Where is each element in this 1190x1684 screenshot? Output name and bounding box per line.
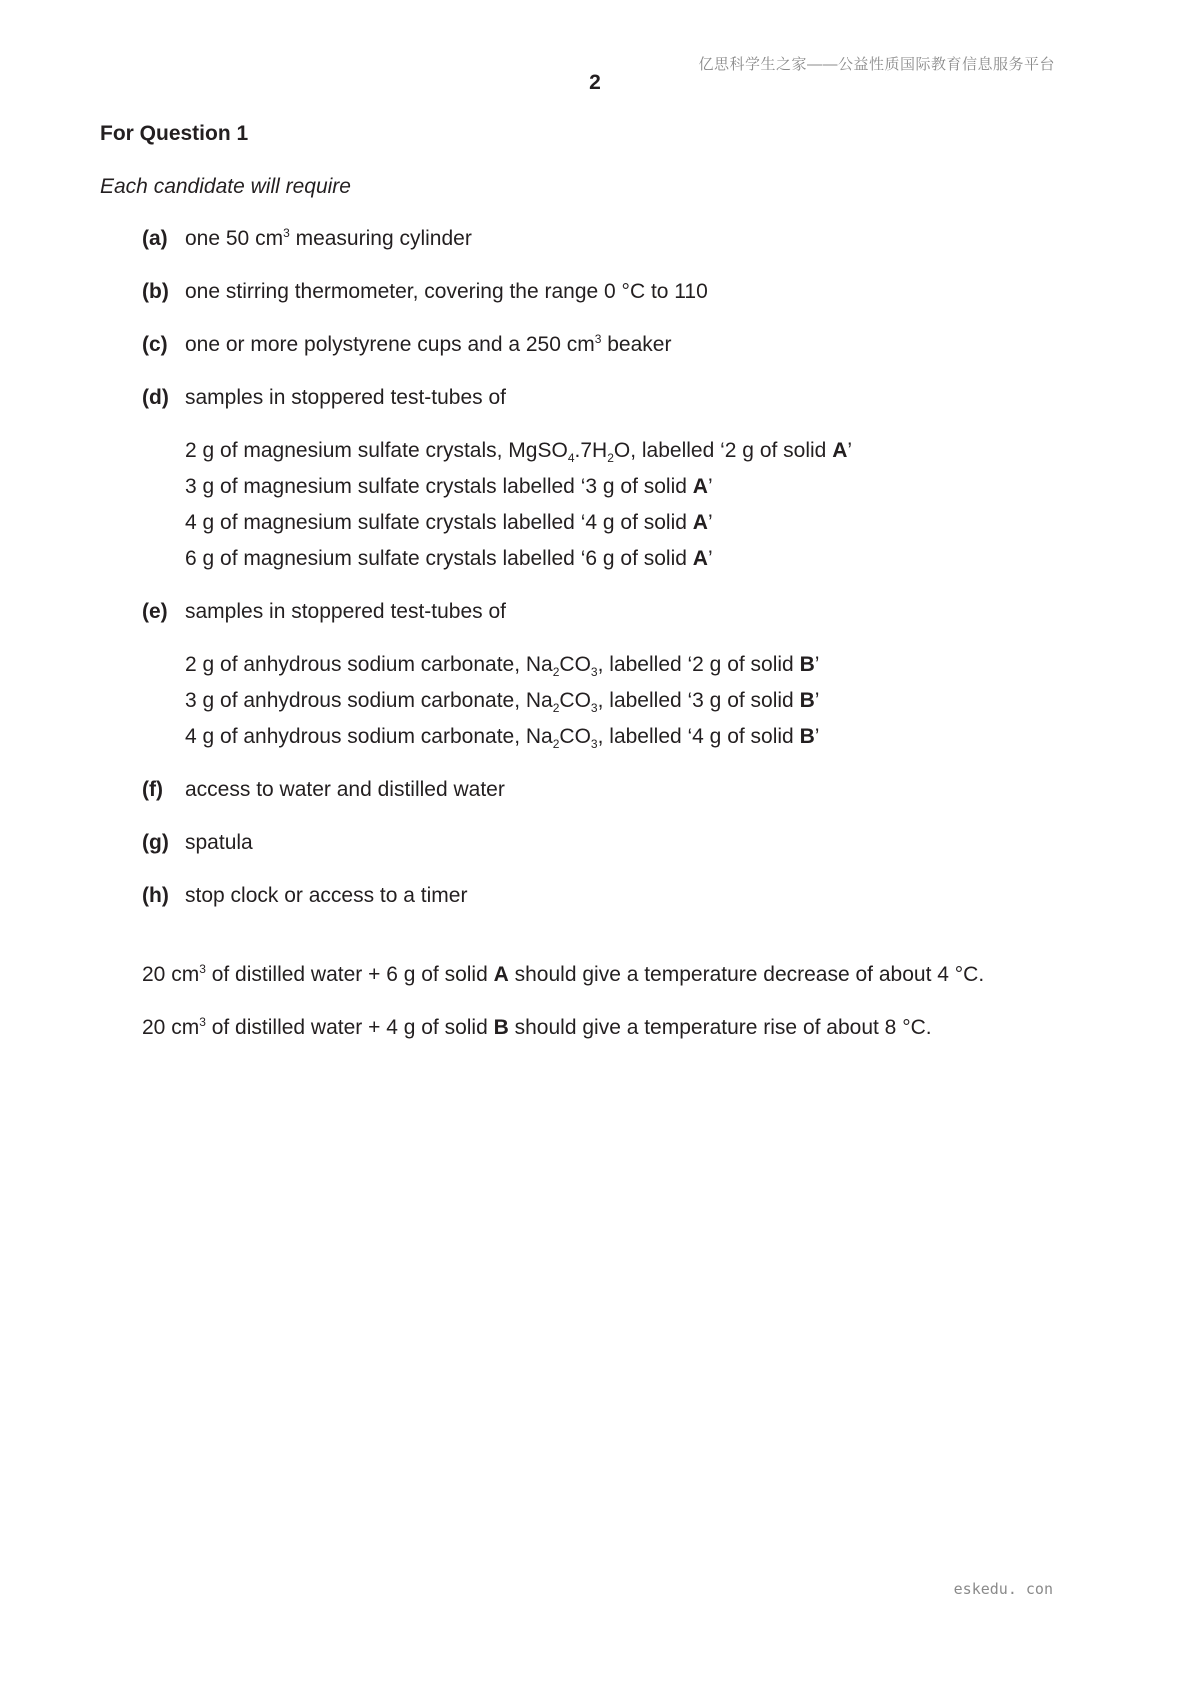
list-item-a: (a) one 50 $cm^3$ measuring cylinder [142, 226, 472, 250]
item-label: (b) [142, 280, 169, 303]
item-label: (h) [142, 884, 169, 907]
note-solid-a-temperature: 20 $cm^3$ of distilled water + 6 g of solid A should give a temperature decrease of about 4 °C. [142, 962, 985, 986]
page-number: 2 [589, 71, 601, 94]
solid-b-sample-2g: 2 g of anhydrous sodium carbonate, $Na_2CO_3$, labelled ‘2 g of solid B’ [185, 653, 820, 679]
list-item-g [142, 831, 253, 855]
item-label: (a) [142, 227, 168, 250]
list-item-e [142, 600, 506, 624]
solid-a-sample-4g: 4 g of magnesium sulfate crystals labelled ‘4 g of solid A’ [185, 511, 713, 534]
item-text: samples in stoppered test-tubes of [185, 386, 507, 409]
list-item-h [142, 884, 467, 908]
item-label: (g) [142, 831, 169, 854]
list-item-d [142, 386, 506, 410]
question-heading: For Question 1 [100, 122, 249, 145]
solid-b-sample-4g: 4 g of anhydrous sodium carbonate, $Na_2CO_3$, labelled ‘4 g of solid B’ [185, 725, 820, 751]
item-label: (c) [142, 333, 168, 356]
solid-a-sample-6g: 6 g of magnesium sulfate crystals labelled ‘6 g of solid A’ [185, 547, 713, 570]
solid-a-sample-2g: 2 g of magnesium sulfate crystals, $MgSO_4.7H_2O$, labelled ‘2 g of solid A’ [185, 439, 853, 465]
item-label: (f) [142, 778, 163, 801]
solid-a-sample-3g: 3 g of magnesium sulfate crystals labelled ‘3 g of solid A’ [185, 475, 713, 498]
item-text: one stirring thermometer, covering the range 0 °C to 110 [185, 280, 708, 303]
watermark-text: 亿思科学生之家——公益性质国际教育信息服务平台 [698, 56, 1055, 73]
item-label: (e) [142, 600, 168, 623]
item-text: access to water and distilled water [185, 778, 505, 801]
footer-watermark: eskedu. con [953, 1580, 1053, 1598]
item-label: (d) [142, 386, 169, 409]
requirements-subheading: Each candidate will require [100, 175, 351, 198]
note-solid-b-temperature: 20 $cm^3$ of distilled water + 4 g of solid B should give a temperature rise of about 8 °C. [142, 1015, 932, 1039]
list-item-f [142, 778, 505, 802]
solid-b-sample-3g: 3 g of anhydrous sodium carbonate, $Na_2CO_3$, labelled ‘3 g of solid B’ [185, 689, 820, 715]
item-text: samples in stoppered test-tubes of [185, 600, 507, 623]
item-text: spatula [185, 831, 253, 854]
item-text: stop clock or access to a timer [185, 884, 468, 907]
list-item-c: (c) one or more polystyrene cups and a 250 $cm^3$ beaker [142, 332, 672, 356]
list-item-b [142, 280, 708, 304]
